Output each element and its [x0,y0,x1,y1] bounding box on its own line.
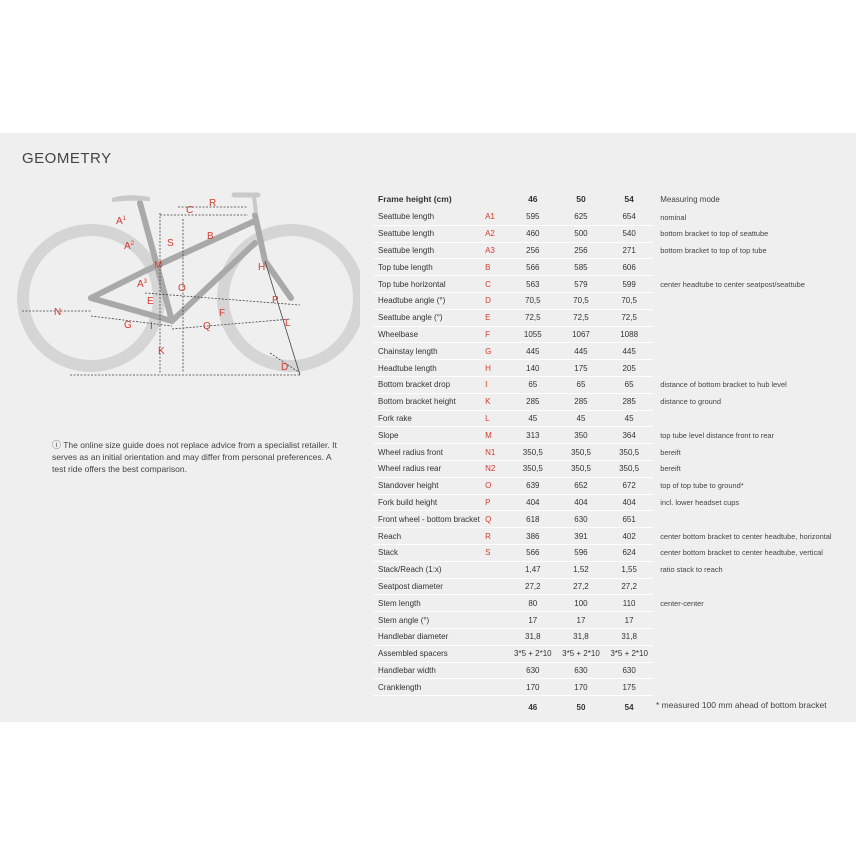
row-value: 3*5 + 2*10 [509,645,557,662]
row-value: 31,8 [509,628,557,645]
row-letter: A1 [485,209,509,225]
row-value: 17 [605,612,653,629]
row-value: 651 [605,511,653,528]
row-letter: G [485,343,509,360]
label-G: G [124,320,132,331]
info-icon: ⓘ [52,440,62,450]
row-value: 256 [509,242,557,259]
row-measuring-mode: center bottom bracket to center headtube, horizontal [660,531,832,541]
row-measuring-mode: bottom bracket to top of top tube [660,245,767,255]
table-row [374,544,856,561]
row-measuring-mode: top of top tube to ground* [660,481,744,491]
row-value: 540 [605,225,653,242]
row-label: Seattube length [374,242,485,259]
row-value: 256 [557,242,605,259]
row-letter: H [485,360,509,377]
footer-size: 46 [528,702,538,712]
row-value: 17 [509,612,557,629]
row-measuring-mode [653,645,856,662]
row-value: 618 [509,511,557,528]
row-value: 110 [605,595,653,612]
row-label: Bottom bracket drop [374,376,485,393]
row-letter: R [485,528,509,545]
row-value: 654 [605,209,653,225]
footer-size: 54 [624,702,634,712]
row-letter: A3 [485,242,509,259]
row-measuring-mode: center bottom bracket to center headtube, vertical [660,548,823,558]
row-measuring-mode [653,360,856,377]
row-value: 140 [509,360,557,377]
header-size: 54 [624,194,634,204]
row-measuring-mode: center headtube to center seatpost/seattube [660,279,805,289]
row-letter [485,628,509,645]
row-letter: N2 [485,460,509,477]
row-value: 17 [557,612,605,629]
row-value: 205 [605,360,653,377]
row-value: 1,55 [605,561,653,578]
row-value: 445 [509,343,557,360]
header-letter [485,189,509,209]
row-value: 606 [605,259,653,276]
table-row [374,528,856,545]
row-value: 1,52 [557,561,605,578]
label-B: B [207,231,214,242]
row-label: Stack [374,544,485,561]
row-value: 386 [509,528,557,545]
row-letter: K [485,393,509,410]
row-label: Assembled spacers [374,645,485,662]
row-value: 27,2 [557,578,605,595]
row-value: 313 [509,427,557,444]
label-S: S [167,238,174,249]
footnote: * measured 100 mm ahead of bottom bracket [656,700,827,710]
row-label: Chainstay length [374,343,485,360]
row-measuring-mode: ratio stack to reach [660,565,723,575]
row-letter: I [485,376,509,393]
row-letter: O [485,477,509,494]
row-letter: F [485,326,509,343]
size-guide-note [52,439,342,475]
row-measuring-mode: center-center [660,598,704,608]
table-row [374,511,856,528]
row-measuring-mode: bottom bracket to top of seattube [660,229,769,239]
header-frame-height: Frame height (cm) [378,194,452,204]
row-value: 72,5 [557,309,605,326]
row-value: 350,5 [557,460,605,477]
row-label: Handlebar width [374,662,485,679]
row-measuring-mode [653,292,856,309]
row-value: 3*5 + 2*10 [605,645,653,662]
row-value: 45 [557,410,605,427]
geometry-panel [0,133,856,722]
label-O: O [178,283,186,294]
label-P: P [272,295,279,306]
table-row [374,477,856,494]
row-letter [485,578,509,595]
row-label: Cranklength [374,679,485,696]
row-measuring-mode [653,612,856,629]
row-value: 596 [557,544,605,561]
row-measuring-mode: bereift [660,447,681,457]
row-value: 175 [557,360,605,377]
row-label: Bottom bracket height [374,393,485,410]
label-H: H [258,262,266,273]
row-value: 391 [557,528,605,545]
row-value: 31,8 [605,628,653,645]
label-R: R [209,198,217,209]
label-D: D [281,362,289,373]
table-row [374,276,856,293]
table-row [374,578,856,595]
row-value: 460 [509,225,557,242]
row-value: 630 [557,511,605,528]
row-value: 350,5 [605,444,653,461]
row-label: Handlebar diameter [374,628,485,645]
row-value: 364 [605,427,653,444]
row-value: 27,2 [509,578,557,595]
row-value: 404 [509,494,557,511]
row-value: 566 [509,544,557,561]
row-label: Wheel radius rear [374,460,485,477]
row-value: 350,5 [557,444,605,461]
row-label: Seatpost diameter [374,578,485,595]
row-value: 1088 [605,326,653,343]
header-size: 46 [528,194,538,204]
row-value: 350,5 [605,460,653,477]
row-value: 1,47 [509,561,557,578]
row-value: 285 [605,393,653,410]
row-label: Seattube length [374,225,485,242]
row-value: 579 [557,276,605,293]
row-measuring-mode [653,309,856,326]
label-C: C [186,205,194,216]
row-measuring-mode: distance to ground [660,397,722,407]
row-value: 31,8 [557,628,605,645]
row-value: 285 [557,393,605,410]
row-value: 45 [605,410,653,427]
row-measuring-mode: nominal [660,212,687,222]
row-value: 3*5 + 2*10 [557,645,605,662]
row-value: 65 [557,376,605,393]
table-row [374,662,856,679]
row-label: Stem angle (°) [374,612,485,629]
row-label: Fork rake [374,410,485,427]
table-row [374,645,856,662]
footer-spacer [374,696,485,719]
table-row [374,225,856,242]
table-row [374,376,856,393]
table-row [374,393,856,410]
note-text: The online size guide does not replace advice from a specialist retailer. It serves as an initial orientation and may differ from personal preferences. A test ride offers the best comparison. [52,440,337,474]
row-value: 445 [605,343,653,360]
row-value: 1055 [509,326,557,343]
row-value: 563 [509,276,557,293]
row-letter [485,679,509,696]
row-measuring-mode: distance of bottom bracket to hub level [660,380,787,390]
label-K: K [158,346,165,357]
row-value: 672 [605,477,653,494]
row-value: 445 [557,343,605,360]
label-L: L [285,318,291,329]
row-measuring-mode [653,511,856,528]
label-A2: $A^2$ [124,241,135,252]
row-label: Top tube length [374,259,485,276]
table-row [374,679,856,696]
row-measuring-mode [653,259,856,276]
row-measuring-mode [653,662,856,679]
row-value: 175 [605,679,653,696]
row-letter: Q [485,511,509,528]
table-row [374,309,856,326]
row-value: 70,5 [509,292,557,309]
label-Q: Q [203,321,211,332]
footer-size: 50 [576,702,586,712]
label-N: N [54,307,62,318]
row-letter: E [485,309,509,326]
row-letter: C [485,276,509,293]
row-letter: D [485,292,509,309]
table-row [374,561,856,578]
table-row [374,326,856,343]
geometry-table [374,189,856,718]
label-A3: $A^3$ [137,279,148,290]
bike-geometry-diagram [0,173,360,383]
row-value: 350,5 [509,460,557,477]
row-letter: M [485,427,509,444]
row-value: 350,5 [509,444,557,461]
row-measuring-mode: bereift [660,464,681,474]
row-value: 630 [557,662,605,679]
row-label: Standover height [374,477,485,494]
row-value: 566 [509,259,557,276]
table-row [374,292,856,309]
row-label: Stem length [374,595,485,612]
row-value: 350 [557,427,605,444]
row-value: 630 [605,662,653,679]
row-value: 402 [605,528,653,545]
row-value: 639 [509,477,557,494]
row-measuring-mode: incl. lower headset cups [660,497,740,507]
stem [254,197,256,213]
table-row [374,628,856,645]
row-label: Stack/Reach (1:x) [374,561,485,578]
row-value: 595 [509,209,557,225]
footer-spacer [485,696,509,719]
row-letter [485,645,509,662]
row-value: 271 [605,242,653,259]
row-value: 65 [605,376,653,393]
table-row [374,595,856,612]
row-letter: P [485,494,509,511]
row-letter: L [485,410,509,427]
row-value: 585 [557,259,605,276]
table-row [374,242,856,259]
row-value: 625 [557,209,605,225]
table-row [374,343,856,360]
row-value: 27,2 [605,578,653,595]
table-row [374,460,856,477]
table-row [374,259,856,276]
row-measuring-mode [653,578,856,595]
row-measuring-mode [653,326,856,343]
row-letter [485,595,509,612]
row-value: 80 [509,595,557,612]
row-value: 404 [557,494,605,511]
row-value: 45 [509,410,557,427]
row-measuring-mode [653,343,856,360]
table-row [374,612,856,629]
row-value: 170 [557,679,605,696]
label-E: E [147,296,154,307]
row-label: Wheelbase [374,326,485,343]
row-value: 72,5 [509,309,557,326]
row-measuring-mode [653,410,856,427]
page-title: GEOMETRY [22,150,112,167]
row-value: 404 [605,494,653,511]
row-value: 630 [509,662,557,679]
row-value: 1067 [557,326,605,343]
row-value: 599 [605,276,653,293]
table-row [374,427,856,444]
header-size: 50 [576,194,586,204]
table-row [374,444,856,461]
header-measuring-mode: Measuring mode [660,194,720,204]
row-letter [485,662,509,679]
row-value: 65 [509,376,557,393]
label-M: M [154,260,163,271]
row-label: Headtube angle (°) [374,292,485,309]
row-letter: S [485,544,509,561]
table-row [374,209,856,225]
row-value: 285 [509,393,557,410]
row-value: 70,5 [557,292,605,309]
row-letter: N1 [485,444,509,461]
row-measuring-mode [653,628,856,645]
table-row [374,360,856,377]
saddle [112,195,150,202]
row-measuring-mode [653,679,856,696]
row-letter [485,612,509,629]
label-A1: $A^1$ [116,216,127,227]
table-header [374,189,856,209]
row-value: 170 [509,679,557,696]
row-label: Top tube horizontal [374,276,485,293]
row-label: Slope [374,427,485,444]
table-row [374,494,856,511]
table-row [374,410,856,427]
row-label: Seattube length [374,209,485,225]
row-label: Reach [374,528,485,545]
row-label: Seattube angle (°) [374,309,485,326]
row-letter: B [485,259,509,276]
row-measuring-mode: top tube level distance front to rear [660,430,775,440]
row-value: 500 [557,225,605,242]
row-letter [485,561,509,578]
label-I: I [150,321,153,332]
row-value: 100 [557,595,605,612]
row-label: Wheel radius front [374,444,485,461]
row-label: Headtube length [374,360,485,377]
row-value: 70,5 [605,292,653,309]
row-value: 624 [605,544,653,561]
row-label: Fork build height [374,494,485,511]
row-value: 652 [557,477,605,494]
row-label: Front wheel - bottom bracket [374,511,485,528]
row-letter: A2 [485,225,509,242]
row-value: 72,5 [605,309,653,326]
label-F: F [219,308,226,319]
